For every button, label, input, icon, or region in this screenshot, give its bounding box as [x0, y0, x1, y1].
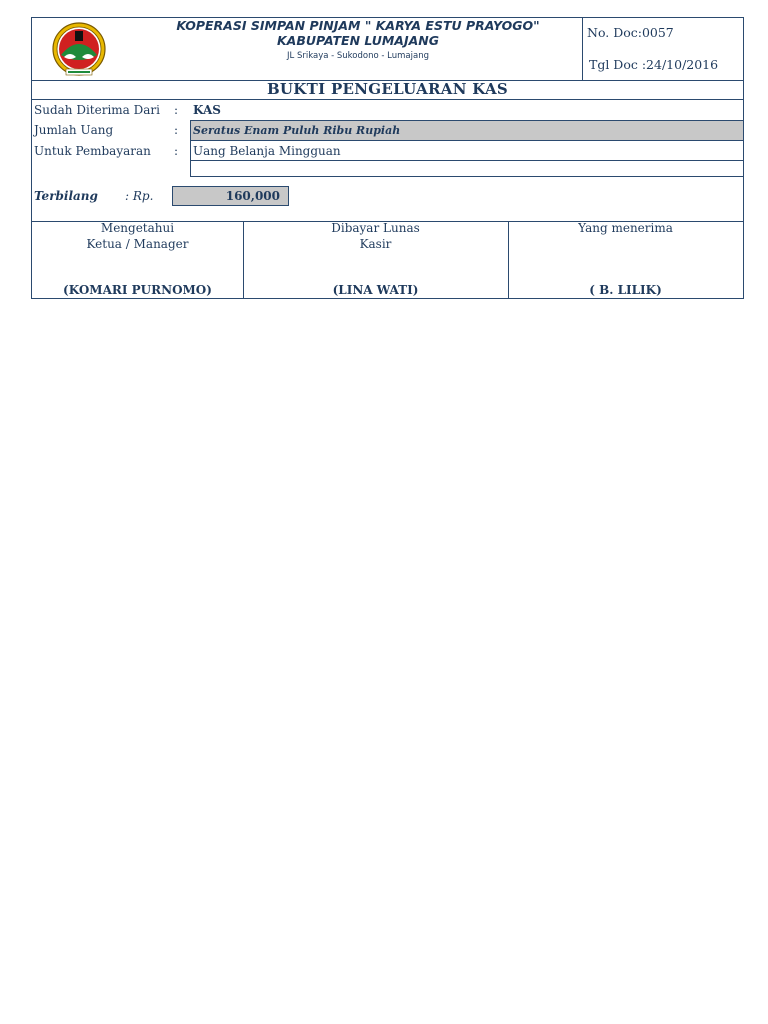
sig3-name: ( B. LILIK) — [589, 283, 662, 297]
total-amount-box — [172, 186, 289, 206]
received-from-colon: : — [174, 103, 179, 117]
title-bottom-rule — [32, 99, 743, 100]
purpose-label: Untuk Pembayaran — [34, 144, 151, 158]
sig3-role-line1: Yang menerima — [578, 221, 673, 235]
purpose-left-rule — [190, 140, 191, 176]
org-address: JL Srikaya - Sukodono - Lumajang — [287, 51, 429, 61]
cooperative-logo-icon — [40, 21, 118, 79]
doc-number: No. Doc:0057 — [587, 25, 674, 40]
currency-label: : Rp. — [125, 189, 154, 203]
header-divider — [582, 18, 583, 80]
total-amount: 160,000 — [225, 189, 280, 203]
document-title: BUKTI PENGELUARAN KAS — [266, 80, 509, 98]
purpose-bottom-rule — [190, 160, 743, 161]
purpose-colon: : — [174, 144, 179, 158]
amount-label: Jumlah Uang — [34, 123, 114, 137]
purpose-top-rule — [190, 140, 743, 141]
sig1-role-line2: Ketua / Manager — [86, 237, 189, 251]
received-from-label: Sudah Diterima Dari — [34, 103, 160, 117]
received-from-value: KAS — [193, 103, 221, 117]
sig1-name: (KOMARI PURNOMO) — [63, 283, 212, 297]
purpose-value: Uang Belanja Mingguan — [193, 144, 341, 158]
terbilang-label: Terbilang — [34, 189, 98, 203]
sig2-role-line2: Kasir — [359, 237, 392, 251]
sig2-role-line1: Dibayar Lunas — [331, 221, 420, 235]
amount-words-top-rule — [190, 120, 743, 121]
voucher-document — [31, 17, 744, 299]
doc-date: Tgl Doc :24/10/2016 — [589, 57, 719, 72]
amount-colon: : — [174, 123, 179, 137]
purpose-extra-rule — [190, 176, 743, 177]
amount-words: Seratus Enam Puluh Ribu Rupiah — [193, 124, 401, 137]
sig2-name: (LINA WATI) — [332, 283, 419, 297]
amount-left-rule — [190, 120, 191, 140]
org-region: KABUPATEN LUMAJANG — [277, 33, 439, 48]
sig1-role-line1: Mengetahui — [100, 221, 175, 235]
org-name: KOPERASI SIMPAN PINJAM " KARYA ESTU PRAYOGO" — [176, 18, 540, 33]
